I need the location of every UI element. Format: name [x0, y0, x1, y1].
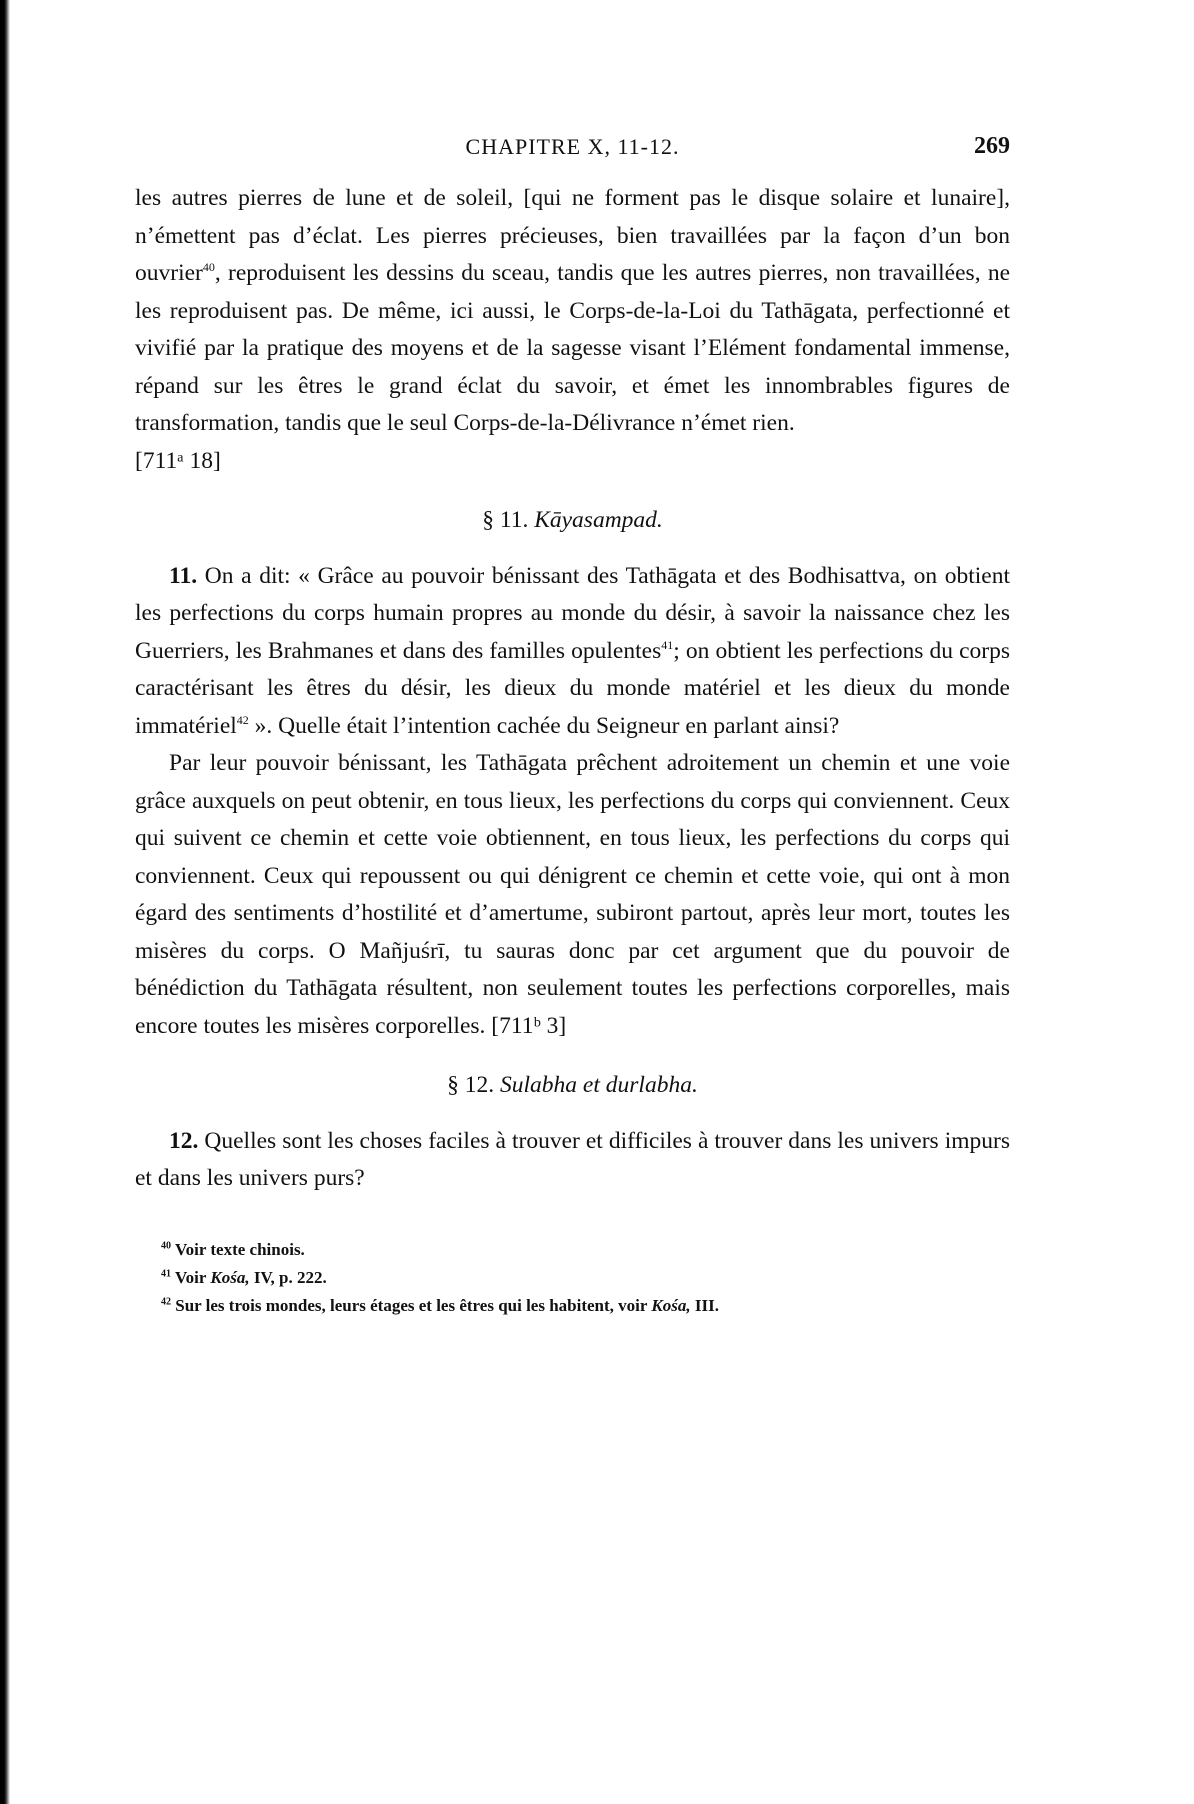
footnote-40: $^{40}$ Voir texte chinois. [161, 1239, 305, 1259]
section-heading-11: § 11. Kāyasampad. [482, 507, 663, 533]
paragraph-continuation: les autres pierres de lune et de soleil, [qui ne forment pas le disque solaire et lunaire], n’émettent pas d’éclat. Les pierres précieuses, bien travaillées par la façon d’un bon ouvrier$^{40}$, reproduisent les dessins du sceau, tandis que les autres pierres, non travaillées, ne les reproduisent pas. De même, ici aussi, le Corps-de-la-Loi du Tathāgata, perfectionné et vivifié par la pratique des moyens et de la sagesse visant l’Elément fondamental immense, répand sur les êtres le grand éclat du savoir, et émet les innombrables figures de transformation, tandis que le seul Corps-de-la-Délivrance n’émet rien. [711ᵃ 18] [135, 185, 1010, 474]
section-heading-12: § 12. Sulabha et durlabha. [447, 1072, 698, 1098]
paragraph-number-12: 12. [169, 1127, 199, 1154]
page-number: 269 [974, 133, 1010, 159]
folio-reference: [711ᵇ 3] [491, 1012, 567, 1039]
section-title-11: Kāyasampad. [534, 507, 663, 533]
footnotes [135, 1236, 1010, 1320]
footnote-ref-41: 41 [661, 637, 674, 652]
footnote-42: $^{42}$ Sur les trois mondes, leurs étages et les êtres qui les habitent, voir Kośa, III. [161, 1295, 719, 1315]
book-page [135, 128, 1010, 1320]
folio-reference: [711ᵃ 18] [135, 447, 221, 474]
running-title: CHAPITRE X, 11-12. [465, 134, 680, 159]
page-left-edge [0, 0, 10, 1804]
footnote-41: $^{41}$ Voir Kośa, IV, p. 222. [161, 1267, 327, 1287]
paragraph-12: 12. Quelles sont les choses faciles à trouver et difficiles à trouver dans les univers impurs et dans les univers purs? [135, 1127, 1011, 1191]
footnote-ref-40: 40 [202, 260, 215, 275]
section-title-12: Sulabha et durlabha. [500, 1072, 698, 1098]
paragraph-11-continued: Par leur pouvoir bénissant, les Tathāgata prêchent adroitement un chemin et une voie grâce auxquels on peut obtenir, en tous lieux, les perfections du corps qui conviennent. Ceux qui suivent ce chemin et cette voie obtiennent, en tous lieux, les perfections du corps qui conviennent. Ceux qui repoussent ou qui dénigrent ce chemin et cette voie, qui ont à mon égard des sentiments d’hostilité et d’amertume, subiront partout, après leur mort, toutes les misères du corps. O Mañjuśrī, tu sauras donc par cet argument que du pouvoir de bénédiction du Tathāgata résultent, non seulement toutes les perfections corporelles, mais encore toutes les misères corporelles. [711ᵇ 3] [135, 750, 1010, 1039]
running-head [135, 128, 1010, 168]
paragraph-11: 11. On a dit: « Grâce au pouvoir bénissant des Tathāgata et des Bodhisattva, on obtient les perfections du corps humain propres au monde du désir, à savoir la naissance chez les Guerriers, les Brahmanes et dans des familles opulentes$^{41}$; on obtient les perfections du corps caractérisant les êtres du désir, les dieux du monde matériel et les dieux du monde immatériel$^{42}$ ». Quelle était l’intention cachée du Seigneur en parlant ainsi? [135, 562, 1010, 739]
footnote-ref-42: 42 [236, 712, 249, 727]
paragraph-number-11: 11. [169, 562, 198, 589]
